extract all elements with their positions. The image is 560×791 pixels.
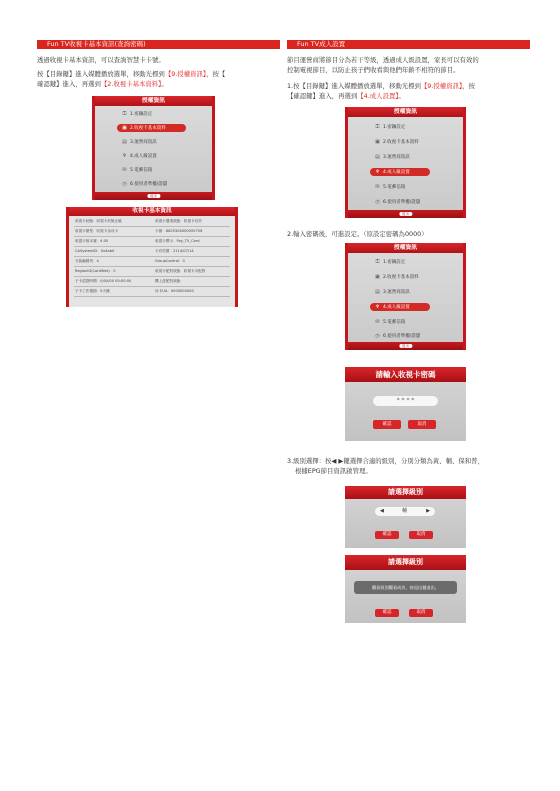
- card-number: 卡號：8625304000095756: [155, 229, 203, 233]
- menu-item-card-info[interactable]: ▣ 2.收視卡基本資料: [375, 139, 419, 145]
- password-mask: * * * *: [396, 397, 415, 404]
- screen-level-select: [345, 486, 466, 548]
- mail-icon: ✉: [375, 319, 380, 325]
- left-section-title: Fun TV收視卡基本資訊(查詢密碼): [47, 40, 146, 48]
- exit-button[interactable]: 退出: [399, 344, 412, 348]
- screen-auth-menu-1: [92, 96, 215, 200]
- cancel-button[interactable]: 取消: [409, 531, 433, 539]
- right-step-3: 3.級別選擇：按◀ ▶鍵選擇合適的級別，分別分類為黃、輔、保和普， 根據EPG節目資訊啟管理。: [287, 457, 484, 475]
- card-pair-status: 收視卡配對狀態：收視卡未配對: [155, 269, 206, 273]
- right-section-title: Fun TV成人設置: [297, 40, 346, 48]
- box-icon: ▤: [122, 139, 127, 145]
- menu-item-key[interactable]: ⚿ 1.密鑰設定: [375, 259, 406, 265]
- screen-title: 請選擇級別: [345, 555, 466, 570]
- menu-item-operator[interactable]: ▤ 3.運營商資訊: [375, 154, 410, 160]
- left-para2-text-c: ，按【: [206, 70, 226, 78]
- screen-title: 授權資訊: [95, 96, 212, 106]
- menu-item-key[interactable]: ⚿ 1.密鑰設定: [375, 124, 406, 130]
- level-value: 輔: [402, 508, 408, 514]
- region-id: RegionID(CardiNet)：0: [75, 269, 116, 273]
- card-icon: ▣: [122, 125, 127, 131]
- success-message: 觀看級別觀看成功，按退出鍵退出。: [371, 585, 439, 590]
- left-para2-highlight-e: 【2.收視卡基本資料】: [100, 79, 162, 88]
- card-option-status: 收視卡選項狀態：收視卡有效: [155, 219, 202, 223]
- right-section-header: [287, 40, 530, 49]
- level-selector[interactable]: [375, 507, 435, 516]
- trophy-icon: ♆: [375, 169, 380, 175]
- history-icon: ◷: [375, 199, 380, 205]
- history-icon: ◷: [122, 181, 127, 187]
- menu-item-history[interactable]: ◷ 6.使用者準權/證儲: [122, 181, 168, 187]
- divider: [74, 266, 230, 267]
- divider: [74, 296, 230, 297]
- key-icon: ⚿: [375, 259, 380, 265]
- cancel-button[interactable]: 取消: [409, 609, 433, 617]
- menu-item-card-info[interactable]: ▣ 2.收視卡基本資料: [117, 124, 186, 132]
- left-para2-text-a: 按【目錄鍵】進入媒體播放選單，移動光標到: [37, 70, 165, 78]
- left-para2-text-d: 確認鍵】進入，再選到: [37, 79, 101, 88]
- screen-title: 收視卡基本資訊: [69, 207, 235, 216]
- history-icon: ◷: [375, 333, 380, 339]
- confirm-button[interactable]: 確認: [373, 420, 401, 429]
- screen-footer: [348, 342, 463, 350]
- right-step-2: 2.輸入密碼後，可進設定。（原設定密碼為0000）: [287, 230, 428, 238]
- menu-item-card-info[interactable]: ▣ 2.收視卡基本資料: [375, 274, 419, 280]
- menu-item-adult[interactable]: ♆ 4.成人級設置: [122, 153, 157, 159]
- screen-level-success: [345, 555, 466, 623]
- stb-pair-status: 機上盒配對狀態：: [155, 279, 184, 283]
- divider: [74, 276, 230, 277]
- menu-item-operator[interactable]: ▤ 3.運營商資訊: [122, 139, 157, 145]
- menu-item-mail[interactable]: ✉ 5.電郵信箱: [122, 167, 153, 173]
- ca-system-id: CASystemID：0x4ab0: [75, 249, 115, 253]
- screen-password: [345, 367, 466, 441]
- step1-highlight-a: 【9.授權資訊】: [420, 82, 463, 90]
- left-right-arrows-icon: ◀ ▶: [331, 457, 344, 465]
- left-paragraph-2: [37, 70, 277, 89]
- right-step-1: 1.按【目錄鍵】進入媒體播放選單，移動光標到【9.授權資訊】，按 【確認鍵】進入，再選到【4.成人設置】。: [287, 82, 475, 100]
- screen-footer: [348, 210, 463, 218]
- mother-card-ua: 母卡UA：0000000000: [155, 289, 194, 293]
- box-icon: ▤: [375, 154, 380, 160]
- screen-footer: [95, 192, 212, 200]
- divider: [74, 226, 230, 227]
- screen-auth-menu-3: [345, 243, 466, 350]
- left-paragraph-1: 透過收視卡基本資訊，可以查詢智慧卡卡號。: [37, 56, 165, 64]
- screen-title: 授權資訊: [348, 243, 463, 253]
- card-version: 收視卡版本號：4.05: [75, 239, 109, 243]
- trophy-icon: ♆: [122, 153, 127, 159]
- card-expiry: 卡有效期：2114/07/14: [155, 249, 194, 253]
- card-status: 收視卡狀態：收視卡於無正確: [75, 219, 122, 223]
- confirm-button[interactable]: 確認: [375, 609, 399, 617]
- cancel-button[interactable]: 取消: [408, 420, 436, 429]
- card-icon: ▣: [375, 274, 380, 280]
- region-code: 分區編碼列：4: [75, 259, 99, 263]
- success-message-box: [354, 581, 457, 594]
- menu-item-operator[interactable]: ▤ 3.運營商資訊: [375, 289, 410, 295]
- screen-title: 授權資訊: [348, 107, 463, 117]
- card-type: 收視卡類型：收視卡為母卡: [75, 229, 119, 233]
- screen-title: 請輸入收視卡密碼: [345, 367, 466, 382]
- box-icon: ▤: [375, 289, 380, 295]
- card-label: 收視卡標示：Pay_TV_Card: [155, 239, 200, 243]
- menu-item-adult[interactable]: ♆ 4.成人級設置: [370, 303, 430, 311]
- screen-card-info: [66, 207, 238, 307]
- divider: [74, 256, 230, 257]
- trophy-icon: ♆: [375, 304, 380, 310]
- left-section-header: [37, 40, 280, 49]
- menu-item-adult[interactable]: ♆ 4.成人級設置: [370, 168, 430, 176]
- menu-item-mail[interactable]: ✉ 5.電郵信箱: [375, 184, 406, 190]
- key-icon: ⚿: [122, 111, 127, 117]
- menu-item-key[interactable]: ⚿ 1.密鑰設定: [122, 111, 153, 117]
- subcard-work-cycle: 子卡工作週期：0天鐘: [75, 289, 110, 293]
- password-field[interactable]: [373, 396, 438, 406]
- right-intro: 節目運營商將節目分為若干等級，透過成人級設置，家長可以有效的 控制電視節目，以防止孩子們收看與他們年齡不相符的節目。: [287, 56, 479, 74]
- divider: [74, 286, 230, 287]
- arrow-right-icon[interactable]: ▶: [426, 508, 430, 514]
- divider: [74, 246, 230, 247]
- group-control: GroupControl：0: [155, 259, 185, 263]
- left-para2-highlight-a: 【9.授權資訊】: [164, 70, 207, 78]
- screen-auth-menu-2: [345, 107, 466, 218]
- exit-button[interactable]: 退出: [399, 212, 412, 216]
- mail-icon: ✉: [122, 167, 127, 173]
- menu-item-history[interactable]: ◷ 6.使用者準權/證儲: [375, 199, 421, 205]
- menu-item-mail[interactable]: ✉ 5.電郵信箱: [375, 319, 406, 325]
- mail-icon: ✉: [375, 184, 380, 190]
- left-para2-text-f: 。: [161, 79, 168, 88]
- card-icon: ▣: [375, 139, 380, 145]
- arrow-left-icon[interactable]: ◀: [380, 508, 384, 514]
- divider: [74, 236, 230, 237]
- key-icon: ⚿: [375, 124, 380, 130]
- confirm-button[interactable]: 確認: [375, 531, 399, 539]
- screen-title: 請選擇級別: [345, 486, 466, 499]
- step1-highlight-e: 【4.成人設置】: [357, 91, 399, 100]
- subcard-auth-time: 子卡認證時間：0/00/00 00:00:00: [75, 279, 132, 283]
- exit-button[interactable]: 退出: [147, 194, 160, 198]
- menu-item-history[interactable]: ◷ 6.使用者準權/證儲: [375, 333, 421, 339]
